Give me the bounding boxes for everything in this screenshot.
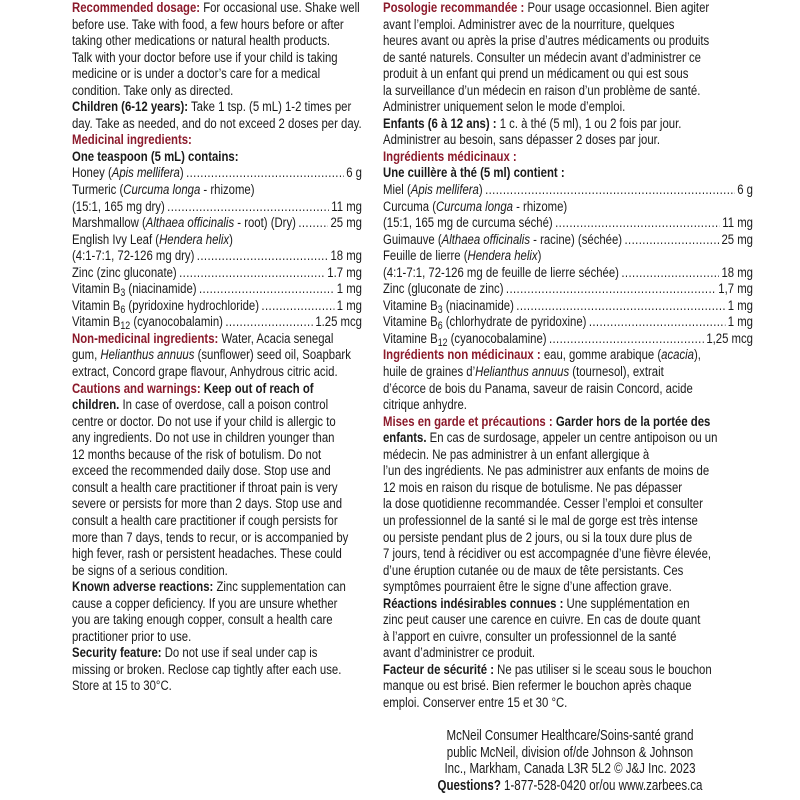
adverse-text: Une supplémentation en <box>563 595 690 612</box>
manufacturer-footer <box>380 728 760 794</box>
nonmedicinal-text: gum, <box>72 347 101 364</box>
leader-dots <box>621 265 719 282</box>
ingredient-name <box>383 182 483 199</box>
security-text: manque ou est brisé. Bien refermer le bouchon après chaque <box>383 678 692 695</box>
nonmedicinal-text: (sunflower) seed oil, Soapbark <box>194 347 351 364</box>
leader-dots <box>225 314 313 331</box>
cautions-heading: Cautions and warnings: <box>72 380 201 397</box>
vitamin-subscript: 3 <box>437 303 443 316</box>
vitamin-subscript: 12 <box>437 336 448 349</box>
text-line <box>72 430 335 447</box>
ingredient-name-text: Vitamin B <box>72 281 121 298</box>
ingredient-name-text: (cyanocobalamin) <box>130 314 223 331</box>
cautions-text: exceed the recommended daily dose. Stop use and <box>72 463 331 480</box>
text-line <box>383 149 679 166</box>
footer-line: public McNeil, division of/de Johnson & Johnson <box>446 744 694 761</box>
text-line <box>72 479 338 497</box>
text-line <box>72 463 331 480</box>
nonmedicinal-text: Water, Acacia senegal <box>218 330 334 347</box>
text-line <box>72 446 322 464</box>
ingredient-name <box>383 281 504 298</box>
ingredient-name <box>383 199 567 215</box>
ingredient-name-text: ) <box>478 182 483 199</box>
ingredient-name-text: Feuille de lierre ( <box>383 248 468 265</box>
ingredient-amount: 18 mg <box>330 248 362 265</box>
nonmedicinal-text: citrique anhydre. <box>383 397 467 414</box>
adverse-text: you are taking enough copper, consult a health care <box>72 612 333 629</box>
ingredient-name-text: ) <box>179 165 184 182</box>
ingredient-name-text: (chlorhydrate de pyridoxine) <box>442 314 587 331</box>
ingredient-name-text: (cyanocobalamine) <box>447 330 547 347</box>
security-heading: Security feature: <box>72 645 162 662</box>
cautions-text: more than 7 days, tends to recur, or is accompanied by <box>72 529 349 546</box>
ingredient-name <box>383 248 541 264</box>
ingredient-name <box>383 298 514 315</box>
cautions-text: symptômes pourraient être le signe d’une affection grave. <box>383 579 672 596</box>
text-line <box>383 364 679 381</box>
dosage-text: before use. Take with food, a few hours before or after <box>72 16 344 33</box>
text-line <box>383 314 753 333</box>
text-line <box>72 678 304 695</box>
text-line <box>72 364 338 381</box>
text-line <box>72 496 343 513</box>
text-line <box>383 529 693 547</box>
text-line <box>72 612 333 629</box>
children-text: Administrer au besoin, sans dépasser 2 doses par jour. <box>383 132 660 149</box>
vitamin-subscript: 12 <box>120 320 131 333</box>
text-line <box>72 149 304 166</box>
ingredient-amount: 1,7 mg <box>718 281 753 298</box>
text-line <box>383 562 684 580</box>
text-line <box>383 165 679 182</box>
nonmedicinal-text: huile de graines d’ <box>383 364 476 381</box>
cautions-text: be signs of a serious condition. <box>72 562 228 579</box>
leader-dots <box>179 265 325 282</box>
text-line <box>72 314 362 333</box>
text-line <box>383 99 679 116</box>
ingredient-row <box>383 314 753 331</box>
text-line <box>383 215 753 232</box>
cautions-text: high fever, rash or persistent headaches. These could <box>72 546 342 563</box>
ingredient-amount: 25 mg <box>330 215 362 232</box>
ingredient-name-text: Zinc (gluconate de zinc) <box>383 281 504 298</box>
ingredient-amount: 11 mg <box>331 198 362 215</box>
ingredient-name-text: (pyridoxine hydrochloride) <box>125 297 260 314</box>
dosage-text: medicine or is under a doctor’s care for a medical <box>72 66 321 83</box>
ingredient-amount: 6 g <box>346 165 362 182</box>
dosage-text: For occasional use. Shake well <box>200 0 360 16</box>
children-text: day. Take as needed, and do not exceed 2 doses per day. <box>72 115 362 132</box>
ingredient-row <box>383 281 753 298</box>
ingredient-row <box>383 298 753 315</box>
text-line <box>383 330 753 349</box>
text-line <box>383 297 753 316</box>
text-line <box>72 215 362 232</box>
text-line <box>72 198 362 216</box>
text-line <box>72 16 344 34</box>
ingredient-name-text: ) <box>537 248 542 265</box>
ingredient-name-text: Marshmallow ( <box>72 215 146 232</box>
nonmedicinal-heading: Ingrédients non médicinaux : <box>383 347 541 364</box>
cautions-text: 12 months because of the risk of botulism. Do not <box>72 446 322 463</box>
ingredient-name-text: Vitamin B <box>72 314 121 331</box>
cautions-text: d’une éruption cutanée ou de maux de tête persistants. Ces <box>383 562 684 579</box>
text-line <box>72 248 362 265</box>
text-line <box>72 83 304 100</box>
english-column <box>72 0 362 695</box>
ingredient-name-text: Vitamine B <box>383 297 438 314</box>
nonmedicinal-text: ), <box>693 347 701 364</box>
ingredient-name <box>72 298 259 315</box>
ingredient-name <box>72 182 255 198</box>
leader-dots <box>506 281 716 298</box>
ingredient-latin-name: Althaea officinalis <box>441 231 530 248</box>
ingredient-name-text: Vitamin B <box>72 297 121 314</box>
leader-dots <box>186 165 344 182</box>
french-column <box>383 0 753 712</box>
ingredient-name-text: Vitamine B <box>383 314 438 331</box>
leader-dots <box>261 298 334 315</box>
dosage-text: de santé naturels. Consulter un médecin avant d’administrer ce <box>383 49 701 66</box>
nonmedicinal-text: (tournesol), extrait <box>569 364 664 381</box>
text-line <box>72 629 304 646</box>
cautions-text: En cas de surdosage, appeler un centre antipoison ou un <box>426 430 718 447</box>
text-line <box>72 563 304 580</box>
nonmedicinal-text: extract, Concord grape flavour, Anhydrous citric acid. <box>72 364 338 381</box>
ingredient-latin-name: Hendera helix <box>467 248 538 265</box>
leader-dots <box>298 215 328 232</box>
ingredient-name <box>72 165 184 182</box>
text-line <box>383 695 679 712</box>
ingredient-latin-name: Apis mellifera <box>111 165 180 182</box>
leader-dots <box>197 248 328 265</box>
leader-dots <box>485 182 735 199</box>
text-line <box>72 182 304 199</box>
text-line <box>383 380 693 398</box>
text-line <box>383 595 690 613</box>
text-line <box>383 645 679 662</box>
text-line <box>383 199 679 216</box>
ingredient-extract-ratio: (4:1-7:1, 72-126 mg dry) <box>72 248 195 265</box>
footer-line: McNeil Consumer Healthcare/Soins-santé grand <box>446 728 694 744</box>
vitamin-subscript: 6 <box>437 320 443 333</box>
ingredient-extract-ratio: (15:1, 165 mg dry) <box>72 198 165 215</box>
ingredient-name-text: ) <box>229 231 233 248</box>
security-text: Do not use if seal under cap is <box>161 645 318 662</box>
ingredient-name-text: Turmeric ( <box>72 182 124 199</box>
ingredient-amount: 1 mg <box>727 297 753 314</box>
text-line <box>383 33 710 50</box>
medicinal-heading: Ingrédients médicinaux : <box>383 148 517 165</box>
leader-dots <box>167 199 329 216</box>
ingredient-name <box>72 281 197 298</box>
ingredient-row <box>383 182 753 199</box>
text-line <box>72 579 346 596</box>
text-line <box>72 645 318 662</box>
ingredient-name-text: - rhizome) <box>512 198 568 215</box>
children-label: Children (6-12 years): <box>72 99 189 116</box>
ingredient-name-text: Miel ( <box>383 182 411 199</box>
ingredient-name-text: - root) (Dry) <box>234 215 296 232</box>
text-line <box>72 380 314 398</box>
text-line <box>72 330 334 348</box>
ingredient-row <box>72 199 362 216</box>
ingredient-amount: 1 mg <box>336 281 362 298</box>
dosage-text: la surveillance d’un médecin en raison d’un problème de santé. <box>383 82 701 99</box>
text-line <box>383 264 753 282</box>
ingredient-name <box>72 215 296 232</box>
text-line <box>383 347 701 364</box>
text-line <box>383 612 701 629</box>
ingredient-row <box>72 248 362 265</box>
cautions-text: 12 mois en raison du risque de botulisme. Ne pas dépasser <box>383 479 683 496</box>
ingredient-name <box>383 232 622 249</box>
ingredient-name-text: Honey ( <box>72 165 112 182</box>
text-line <box>383 0 710 17</box>
cautions-bold: Garder hors de la portée des <box>552 413 711 430</box>
text-line <box>383 447 679 464</box>
adverse-text: à l’apport en cuivre, consulter un professionnel de la santé <box>383 628 677 645</box>
text-line <box>72 347 351 364</box>
dosage-heading: Posologie recommandée : <box>383 0 525 16</box>
text-line <box>72 165 362 182</box>
ingredient-row <box>72 215 362 232</box>
dosage-text: Talk with your doctor before use if your child is taking <box>72 49 338 66</box>
ingredient-amount: 18 mg <box>721 264 753 281</box>
text-line <box>383 82 701 100</box>
ingredient-amount: 6 g <box>737 182 753 199</box>
text-line <box>72 115 362 133</box>
ingredient-row <box>72 298 362 315</box>
ingredient-row <box>383 215 753 232</box>
text-line <box>383 49 701 67</box>
text-line <box>383 132 679 149</box>
nonmedicinal-heading: Non-medicinal ingredients: <box>72 330 219 347</box>
security-heading: Facteur de sécurité : <box>383 661 495 678</box>
text-line <box>72 99 352 116</box>
dosage-heading: Recommended dosage: <box>72 0 201 16</box>
children-text: 1 c. à thé (5 ml), 1 ou 2 fois par jour. <box>496 115 682 132</box>
cautions-heading: Mises en garde et précautions : <box>383 413 553 430</box>
cautions-text: consult a health care practitioner if throat pain is very <box>72 479 338 496</box>
dosage-text: heures avant ou après la prise d’autres médicaments ou produits <box>383 33 710 50</box>
text-line <box>72 512 338 530</box>
ingredient-name-text: (niacinamide) <box>125 281 197 298</box>
ingredient-extract-ratio: (4:1-7:1, 72-126 mg de feuille de lierre séchée) <box>383 264 619 281</box>
cautions-text: In case of overdose, call a poison control <box>119 397 329 414</box>
dosage-text: Pour usage occasionnel. Bien agiter <box>524 0 710 16</box>
text-line <box>72 0 360 17</box>
adverse-text: practitioner prior to use. <box>72 628 192 645</box>
dosage-text: taking other medications or natural health products. <box>72 33 331 50</box>
text-line <box>383 17 679 34</box>
ingredient-amount: 1,25 mcg <box>706 330 753 347</box>
ingredient-latin-name: Hendera helix <box>159 231 230 248</box>
vitamin-subscript: 6 <box>120 303 126 316</box>
leader-dots <box>589 314 726 331</box>
leader-dots <box>516 298 725 315</box>
adverse-text: Zinc supplementation can <box>213 579 346 596</box>
text-line <box>383 248 679 265</box>
ingredient-name <box>72 265 177 282</box>
cautions-text: médecin. Ne pas administrer à un enfant allergique à <box>383 446 650 463</box>
cautions-bold: enfants. <box>383 430 427 447</box>
medicinal-heading: Medicinal ingredients: <box>72 132 192 149</box>
text-line <box>383 678 692 695</box>
ingredient-amount: 1.7 mg <box>327 264 362 281</box>
questions-contact[interactable]: 1-877-528-0420 or/ou www.zarbees.ca <box>500 777 703 794</box>
adverse-heading: Réactions indésirables connues : <box>383 595 564 612</box>
text-line <box>383 413 711 431</box>
text-line <box>72 661 342 679</box>
ingredient-row <box>72 165 362 182</box>
text-line <box>72 529 349 547</box>
cautions-text: centre or doctor. Do not use if your child is allergic to <box>72 413 336 430</box>
latin-name: acacia <box>661 347 694 364</box>
ingredient-row <box>383 331 753 348</box>
text-line <box>72 49 338 67</box>
adverse-text: cause a copper deficiency. If you are unsure whether <box>72 595 338 612</box>
text-line <box>72 232 304 249</box>
security-text: Ne pas utiliser si le sceau sous le bouchon <box>494 661 712 678</box>
ingredient-amount: 1 mg <box>727 314 753 331</box>
questions-label: Questions? <box>437 777 501 794</box>
leader-dots <box>625 232 720 249</box>
text-line <box>383 182 753 199</box>
cautions-text: un professionnel de la santé si le mal de gorge est très intense <box>383 512 698 529</box>
ingredient-latin-name: Curcuma longa <box>123 182 201 199</box>
ingredient-row <box>72 265 362 282</box>
text-line <box>383 115 682 133</box>
dosage-text: condition. Take only as directed. <box>72 82 234 99</box>
ingredient-amount: 1.25 mcg <box>315 314 362 331</box>
ingredient-name-text: Curcuma ( <box>383 198 436 215</box>
footer-line: Inc., Markham, Canada L3R 5L2 © J&J Inc. 2023 <box>444 761 696 778</box>
dosage-text: avant l’emploi. Administrer avec de la nourriture, quelques <box>383 16 675 33</box>
cautions-text: any ingredients. Do not use in children younger than <box>72 430 335 447</box>
text-line <box>383 479 683 497</box>
text-line <box>383 397 679 414</box>
ingredient-name-text: Vitamine B <box>383 330 438 347</box>
text-line <box>383 579 679 596</box>
ingredient-amount: 1 mg <box>336 297 362 314</box>
adverse-text: zinc peut causer une carence en cuivre. En cas de doute quant <box>383 612 701 629</box>
text-line <box>383 66 689 83</box>
security-text: emploi. Conserver entre 15 et 30 °C. <box>383 694 568 711</box>
text-line <box>383 546 712 563</box>
cautions-bold: Keep out of reach of <box>200 380 314 397</box>
cautions-text: l’un des ingrédients. Ne pas administrer aux enfants de moins de <box>383 463 710 480</box>
ingredient-row <box>72 314 362 331</box>
ingredient-latin-name: Apis mellifera <box>410 182 479 199</box>
text-line <box>383 512 698 530</box>
nonmedicinal-text: eau, gomme arabique ( <box>540 347 662 364</box>
text-line <box>383 430 718 447</box>
leader-dots <box>199 281 334 298</box>
adverse-heading: Known adverse reactions: <box>72 579 214 596</box>
medicinal-subheading: Une cuillère à thé (5 ml) contient : <box>383 165 565 182</box>
cautions-text: ou persiste pendant plus de 2 jours, ou si la toux dure plus de <box>383 529 693 546</box>
cautions-bold: children. <box>72 397 120 414</box>
ingredient-row <box>383 232 753 249</box>
ingredient-amount: 11 mg <box>722 215 753 232</box>
cautions-text: severe or persists for more than 2 days. Stop use and <box>72 496 343 513</box>
ingredient-amount: 25 mg <box>721 231 753 248</box>
leader-dots <box>555 215 720 232</box>
ingredient-name <box>72 314 223 331</box>
cautions-text: consult a health care practitioner if cough persists for <box>72 512 338 529</box>
ingredient-name <box>72 232 233 248</box>
text-line <box>383 281 753 298</box>
ingredient-name-text: Guimauve ( <box>383 231 442 248</box>
nonmedicinal-text: d’écorce de bois du Panama, saveur de raisin Concord, acide <box>383 380 693 397</box>
text-line <box>72 397 329 414</box>
security-text: missing or broken. Reclose cap tightly after each use. <box>72 661 342 678</box>
text-line <box>383 496 703 513</box>
ingredient-name-text: (niacinamide) <box>442 297 514 314</box>
ingredient-name <box>383 314 586 331</box>
children-label: Enfants (6 à 12 ans) : <box>383 115 497 132</box>
text-line <box>72 132 304 149</box>
cautions-text: la dose quotidienne recommandée. Cesser l’emploi et consulter <box>383 496 703 513</box>
text-line <box>72 297 362 316</box>
dosage-text: Administrer uniquement selon le mode d’emploi. <box>383 99 626 116</box>
latin-name: Helianthus annuus <box>100 347 195 364</box>
ingredient-row <box>383 265 753 282</box>
latin-name: Helianthus annuus <box>475 364 570 381</box>
ingredient-name-text: English Ivy Leaf ( <box>72 231 160 248</box>
ingredient-latin-name: Curcuma longa <box>435 198 513 215</box>
text-line <box>72 546 342 563</box>
leader-dots <box>549 331 704 348</box>
text-line <box>72 595 338 613</box>
ingredient-name-text: - rhizome) <box>200 182 255 199</box>
ingredient-row <box>72 281 362 298</box>
text-line <box>383 629 679 646</box>
ingredient-name-text: Zinc (zinc gluconate) <box>72 264 177 281</box>
medicinal-subheading: One teaspoon (5 mL) contains: <box>72 148 239 165</box>
ingredient-name-text: - racine) (séchée) <box>530 231 623 248</box>
text-line <box>72 281 362 300</box>
text-line <box>72 33 331 50</box>
dosage-text: produit à un enfant qui prend un médicament ou qui est sous <box>383 66 689 83</box>
ingredient-extract-ratio: (15:1, 165 mg de curcuma séché) <box>383 215 553 232</box>
cautions-text: 7 jours, tend à récidiver ou est accompagnée d’une fièvre élevée, <box>383 546 712 563</box>
vitamin-subscript: 3 <box>120 287 126 300</box>
text-line <box>72 264 362 282</box>
children-text: Take 1 tsp. (5 mL) 1-2 times per <box>188 99 352 116</box>
text-line <box>383 661 712 679</box>
ingredient-latin-name: Althaea officinalis <box>145 215 235 232</box>
ingredient-name <box>383 331 547 348</box>
text-line <box>72 413 336 431</box>
text-line <box>72 66 321 83</box>
footer-questions <box>418 778 722 795</box>
text-line <box>383 231 753 249</box>
text-line <box>383 463 710 480</box>
adverse-text: avant d’administrer ce produit. <box>383 645 536 662</box>
security-text: Store at 15 to 30°C. <box>72 678 172 695</box>
